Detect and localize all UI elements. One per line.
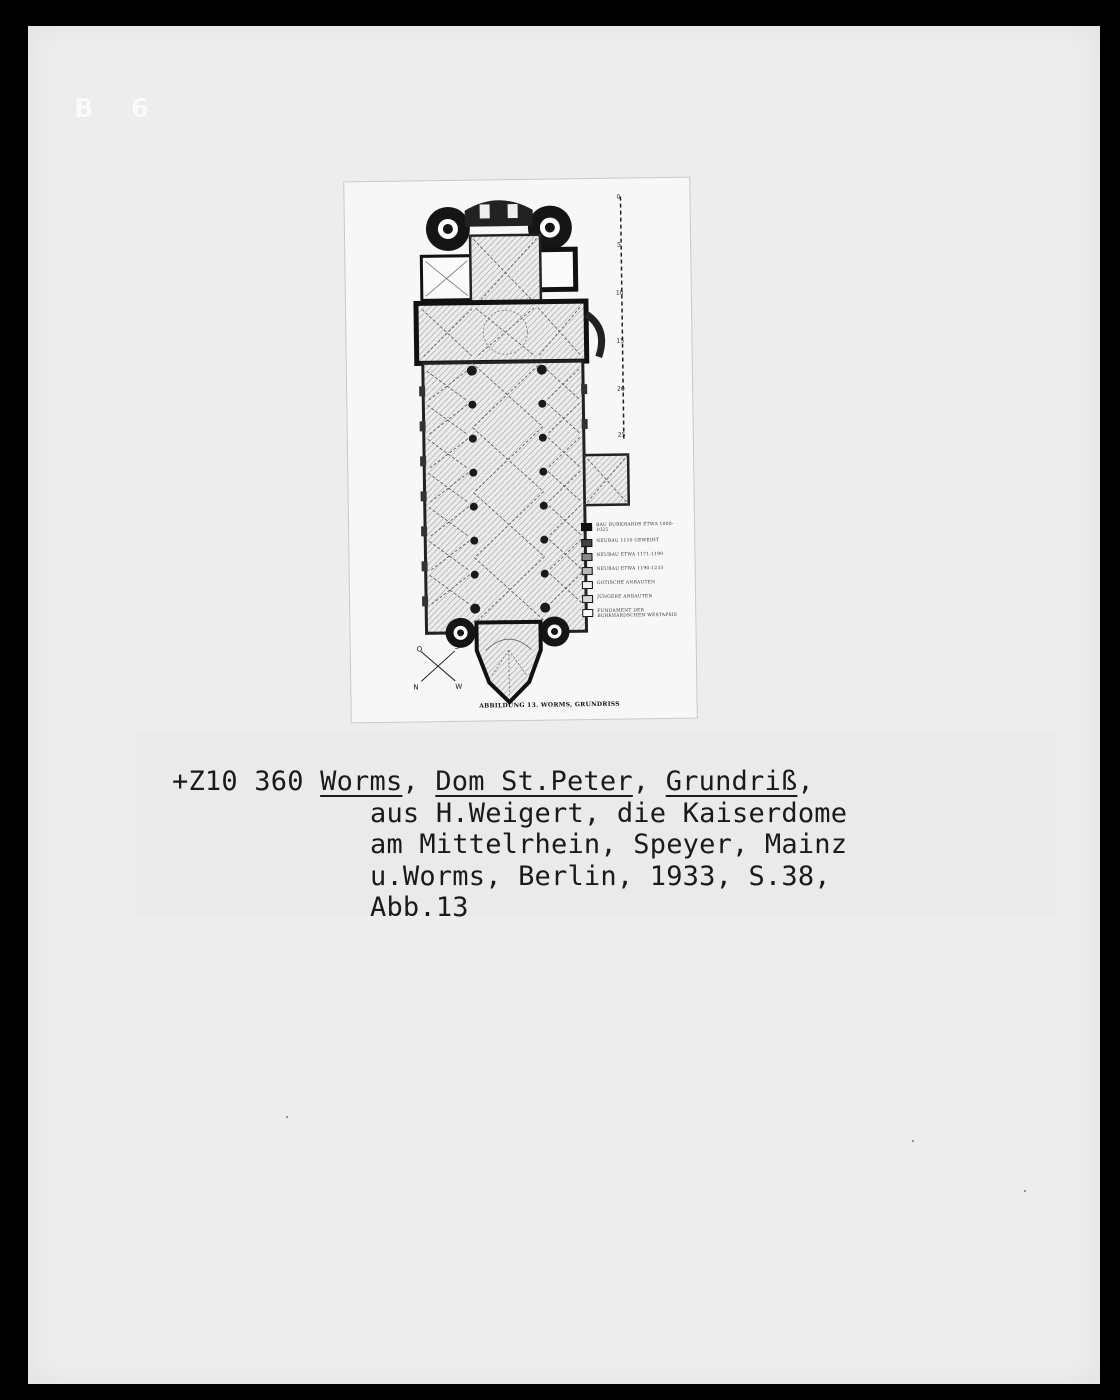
legend-label: NEUBAU ETWA 1190-1233: [596, 566, 664, 572]
scale-label: 10: [615, 289, 624, 297]
legend-item: [582, 594, 682, 603]
legend-swatch: [581, 553, 592, 561]
legend-label: NEUBAU ETWA 1171-1190: [596, 552, 664, 558]
legend-label: NEUBAU 1110 GEWEIHT: [596, 538, 660, 544]
compass-rose: [413, 643, 463, 692]
scale-label: 5: [617, 241, 622, 249]
compass-w: W: [455, 682, 463, 691]
title-dom: Dom St.Peter: [435, 766, 633, 797]
legend-swatch: [581, 523, 592, 531]
caption-line-4: u.Worms, Berlin, 1933, S.38,: [370, 860, 831, 892]
title-grundriss: Grundriß: [665, 766, 798, 797]
caption-line-2: aus H.Weigert, die Kaiserdome: [370, 797, 848, 829]
legend-item: [582, 608, 682, 619]
compass-o: O: [416, 645, 423, 654]
plan-legend: [581, 522, 682, 625]
legend-label: JÜNGERE ANBAUTEN: [597, 594, 653, 600]
legend-item: [582, 580, 682, 589]
dust-speck: [286, 1116, 288, 1118]
legend-swatch: [582, 567, 593, 575]
catalog-caption: +Z10 360 Worms, Dom St.Peter, Grundriß, aus H.Weigert, die Kaiserdome am Mittelrhein, Speyer, Mainz u.Worms, Berlin, 1933, S.38, Abb.13: [172, 766, 848, 923]
scale-label: 15: [616, 337, 625, 345]
legend-item: [581, 522, 681, 533]
legend-item: [581, 552, 681, 561]
corner-mark: B 6: [74, 94, 163, 124]
floor-plan-photo: [344, 178, 697, 723]
title-worms: Worms: [320, 766, 403, 797]
legend-item: [582, 566, 682, 575]
legend-label: BAU BURKHARDS ETWA 1000-1025: [596, 521, 674, 533]
east-transept: [416, 301, 587, 363]
south-chamber: [537, 249, 576, 290]
legend-swatch: [582, 609, 593, 617]
dust-speck: [912, 1140, 914, 1142]
legend-label: GOTISCHE ANBAUTEN: [596, 580, 656, 586]
scale-bar: [614, 194, 625, 439]
legend-swatch: [582, 595, 593, 603]
legend-swatch: [582, 581, 593, 589]
compass-s: S: [454, 642, 460, 651]
legend-label: FUNDAMENT DER BURKHARDSCHEN WESTAPSIS: [597, 608, 678, 619]
legend-swatch: [581, 539, 592, 547]
legend-item: [581, 538, 681, 547]
signature: +Z10 360: [172, 766, 304, 797]
floor-plan-drawing: [344, 178, 697, 723]
scale-label: 0: [616, 193, 621, 201]
scale-label: 25: [617, 431, 626, 439]
scale-label: 20: [617, 385, 625, 393]
plan-caption: ABBILDUNG 13. WORMS, GRUNDRISS: [479, 700, 620, 710]
compass-n: N: [413, 683, 419, 692]
caption-line-5: Abb.13: [370, 892, 469, 923]
caption-line-3: am Mittelrhein, Speyer, Mainz: [370, 829, 848, 860]
dust-speck: [1024, 1190, 1026, 1192]
